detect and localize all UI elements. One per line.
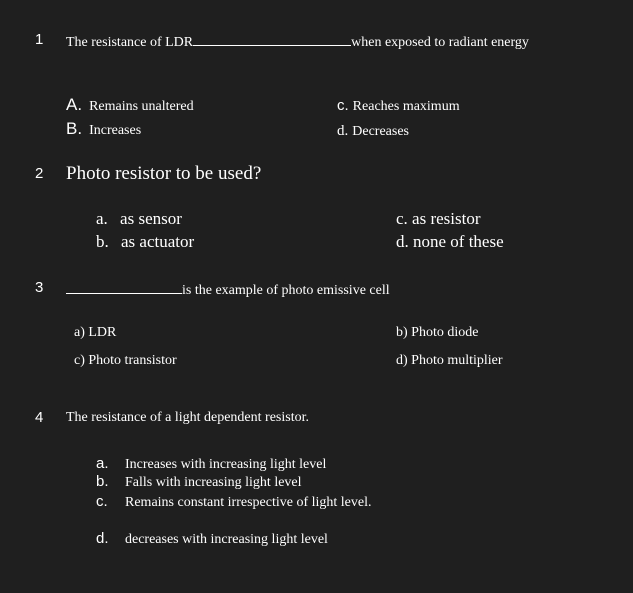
question-4-text: The resistance of a light dependent resistor.	[66, 410, 309, 425]
option-1a	[66, 96, 194, 114]
option-3a: a) LDR	[74, 325, 117, 340]
option-4c	[96, 494, 371, 510]
question-3-text	[66, 281, 390, 298]
question-4-number: 4	[35, 409, 44, 426]
question-1-text	[66, 33, 529, 50]
answer-blank	[66, 281, 182, 294]
option-letter: a.	[96, 455, 109, 472]
option-text: as actuator	[121, 232, 195, 251]
option-2b	[96, 233, 194, 250]
option-letter: c.	[396, 209, 408, 228]
option-3b: b) Photo diode	[396, 325, 479, 340]
option-letter: b.	[96, 232, 109, 251]
question-2-number: 2	[35, 165, 44, 182]
question-3-number: 3	[35, 279, 44, 296]
option-4a	[96, 456, 326, 472]
option-letter: d.	[337, 123, 349, 139]
option-letter: c.	[96, 493, 108, 510]
question-3-suffix: is the example of photo emissive cell	[182, 283, 390, 298]
question-1-prefix: The resistance of LDR	[66, 35, 194, 50]
option-3d: d) Photo multiplier	[396, 353, 503, 368]
option-2c	[396, 210, 481, 227]
question-2-text: Photo resistor to be used?	[66, 163, 262, 184]
option-4b	[96, 474, 302, 490]
option-letter: b.	[96, 473, 109, 490]
option-letter: d.	[396, 232, 409, 251]
option-1d	[337, 123, 409, 139]
option-text: Falls with increasing light level	[125, 475, 302, 490]
option-text: Reaches maximum	[352, 99, 460, 114]
option-letter: B.	[66, 119, 83, 138]
option-2d	[396, 233, 504, 250]
option-text: Remains constant irrespective of light level.	[125, 495, 372, 510]
option-text: as sensor	[120, 209, 182, 228]
option-1b	[66, 120, 141, 138]
option-text: none of these	[413, 232, 504, 251]
option-text: Remains unaltered	[89, 99, 194, 114]
option-text: Decreases	[352, 124, 409, 139]
option-letter: A.	[66, 95, 83, 114]
answer-blank	[193, 33, 351, 46]
option-letter: d.	[96, 530, 109, 547]
option-3c: c) Photo transistor	[74, 353, 177, 368]
question-1-number: 1	[35, 31, 44, 48]
option-text: Increases	[89, 123, 142, 138]
option-text: as resistor	[412, 209, 481, 228]
question-1-suffix: when exposed to radiant energy	[351, 35, 529, 50]
option-2a	[96, 210, 182, 227]
option-letter: a.	[96, 209, 108, 228]
option-1c	[337, 98, 460, 114]
option-4d	[96, 531, 328, 547]
option-text: decreases with increasing light level	[125, 532, 328, 547]
option-letter: c.	[337, 97, 349, 114]
option-text: Increases with increasing light level	[125, 457, 327, 472]
